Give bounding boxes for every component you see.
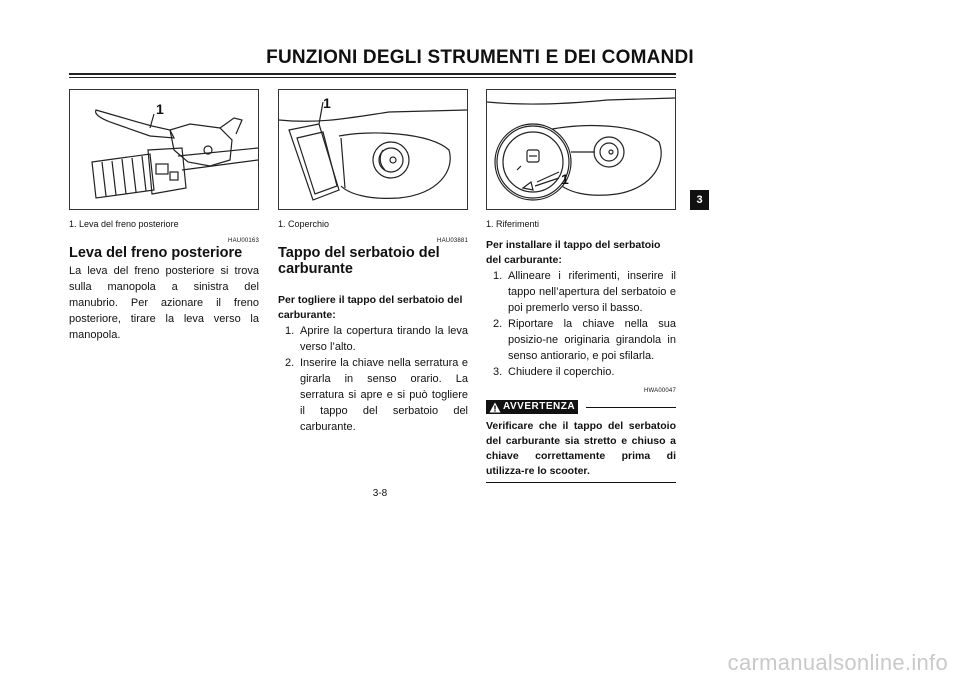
- brake-lever-body: La leva del freno posteriore si trova sulla manopola a sinistra del manubrio. Per azionare il freno posteriore, tirare la leva verso la manopola.: [69, 265, 259, 341]
- brake-lever-caption: 1. Leva del freno posteriore: [69, 219, 179, 229]
- warning-ref-code: HWA00047: [643, 388, 676, 394]
- title-rule: [69, 73, 676, 75]
- warning-end-rule: [486, 482, 676, 483]
- title-rule-thin: [69, 77, 676, 78]
- page-title: FUNZIONI DEGLI STRUMENTI E DEI COMANDI: [266, 47, 694, 68]
- warning-triangle-icon: [489, 402, 501, 413]
- column-fuel-cap: [278, 89, 468, 435]
- warning-text: Verificare che il tappo del serbatoio del carburante sia stretto e chiuso a chiave correttamente prima di utilizza-re lo scooter.: [486, 420, 676, 477]
- list-item: 1. Aprire la copertura tirando la leva verso l’alto.: [285, 325, 468, 353]
- list-item: 2. Riportare la chiave nella sua posizio-ne originaria girandola in senso antiorario, e poi sfilarla.: [493, 318, 676, 362]
- list-item: 3. Chiudere il coperchio.: [493, 366, 615, 378]
- warning-rule: [586, 407, 676, 408]
- watermark: carmanualsonline.info: [727, 650, 948, 675]
- remove-cap-subheading: Per togliere il tappo del serbatoio del carburante:: [278, 294, 463, 321]
- install-cap-subheading: Per installare il tappo del serbatoio del carburante:: [486, 239, 661, 266]
- fuel-cap-marks-callout: 1: [561, 171, 569, 187]
- fuel-cap-marks-caption: 1. Riferimenti: [486, 219, 540, 229]
- brake-lever-ref-code: HAU00163: [228, 238, 259, 244]
- remove-cap-steps: [278, 323, 468, 435]
- column-brake-lever: [69, 89, 259, 343]
- fuel-cap-cover-caption: 1. Coperchio: [278, 219, 330, 229]
- fuel-cap-heading: Tappo del serbatoio del carburante: [278, 245, 440, 277]
- install-cap-steps: [486, 268, 676, 380]
- list-item: 1. Allineare i riferimenti, inserire il tappo nell’apertura del serbatoio e poi premerlo verso il basso.: [493, 270, 676, 314]
- chapter-tab: 3: [690, 190, 709, 210]
- column-install-cap: [486, 89, 676, 483]
- page-number: 3-8: [372, 488, 388, 499]
- fuel-cap-cover-callout: 1: [323, 95, 331, 111]
- brake-lever-heading: Leva del freno posteriore: [69, 245, 243, 261]
- warning-header: [486, 400, 676, 414]
- fuel-cap-marks-figure: [486, 89, 676, 210]
- brake-lever-figure: [69, 89, 259, 210]
- list-item: 2. Inserire la chiave nella serratura e girarla in senso orario. La serratura si apre e si può togliere il tappo del serbatoio del carburante.: [285, 357, 468, 433]
- warning-label: AVVERTENZA: [486, 400, 578, 414]
- fuel-cap-cover-figure: [278, 89, 468, 210]
- brake-lever-callout: 1: [156, 101, 164, 117]
- fuel-cap-ref-code: HAU03881: [437, 238, 468, 244]
